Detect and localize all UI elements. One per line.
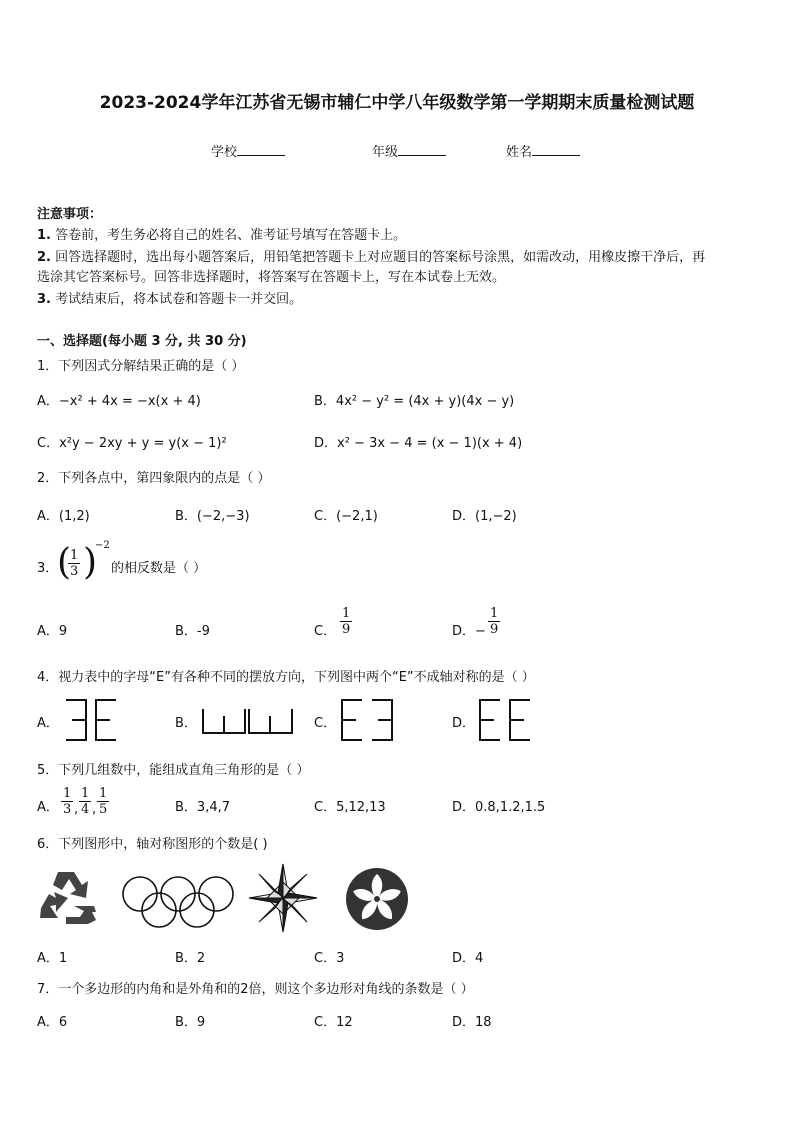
school-label: 学校 bbox=[211, 145, 238, 160]
page-title: 2023-2024学年江苏省无锡市辅仁中学八年级数学第一学期期末质量检测试题 bbox=[99, 93, 695, 113]
fraction-denominator: 9 bbox=[342, 622, 351, 637]
question-1-option-b[interactable]: B．4x² − y² = (4x + y)(4x − y) bbox=[314, 394, 515, 409]
note-2-text-line2: 选涂其它答案标号。回答非选择题时，将答案写在答题卡上，写在本试卷上无效。 bbox=[37, 270, 506, 285]
question-3-fraction-numerator: 1 bbox=[70, 548, 79, 563]
question-2-option-c[interactable]: C．(−2,1) bbox=[314, 509, 378, 524]
note-3-number: 3. bbox=[37, 292, 51, 307]
question-3-option-d-label: D．− bbox=[452, 624, 486, 639]
note-2-number: 2. bbox=[37, 250, 51, 265]
name-blank[interactable] bbox=[532, 143, 580, 156]
question-4-figure-c bbox=[338, 697, 398, 743]
question-2-option-d[interactable]: D．(1,−2) bbox=[452, 509, 517, 524]
grade-field[interactable] bbox=[372, 141, 446, 160]
fraction-1-3 bbox=[61, 786, 73, 817]
question-4-option-c[interactable]: C． bbox=[314, 716, 337, 731]
question-6-option-c[interactable]: C．3 bbox=[314, 951, 345, 966]
fraction-1-4 bbox=[79, 786, 91, 817]
question-7-option-a[interactable]: A．6 bbox=[37, 1015, 68, 1030]
question-4-option-a[interactable]: A． bbox=[37, 716, 59, 731]
question-2-option-a[interactable]: A．(1,2) bbox=[37, 509, 90, 524]
question-7-stem: 7．一个多边形的内角和是外角和的2倍，则这个多边形对角线的条数是（ ） bbox=[37, 982, 474, 997]
note-1 bbox=[37, 224, 406, 243]
grade-blank[interactable] bbox=[398, 143, 446, 156]
question-6-stem: 6．下列图形中，轴对称图形的个数是( ) bbox=[37, 837, 268, 852]
question-2-option-b[interactable]: B．(−2,−3) bbox=[175, 509, 250, 524]
question-7-option-c[interactable]: C．12 bbox=[314, 1015, 353, 1030]
question-4-figure-b bbox=[200, 706, 296, 736]
section-heading: 一、选择题(每小题 3 分, 共 30 分) bbox=[37, 334, 247, 349]
question-3-option-d-fraction bbox=[488, 606, 500, 637]
question-1-stem: 1．下列因式分解结果正确的是（ ） bbox=[37, 359, 245, 374]
question-6-option-d[interactable]: D．4 bbox=[452, 951, 484, 966]
right-paren: ) bbox=[83, 542, 98, 583]
bauhinia-emblem-icon bbox=[344, 866, 410, 932]
notes-heading: 注意事项： bbox=[37, 207, 103, 222]
fraction-numerator: 1 bbox=[342, 606, 351, 621]
question-5-stem: 5．下列几组数中，能组成直角三角形的是（ ） bbox=[37, 763, 310, 778]
fraction-denominator: 5 bbox=[99, 802, 108, 817]
question-3-option-b[interactable]: B．-9 bbox=[175, 624, 210, 639]
school-blank[interactable] bbox=[237, 143, 285, 156]
name-label: 姓名 bbox=[506, 145, 533, 160]
question-3-tail: 的相反数是（ ） bbox=[111, 561, 207, 576]
fraction-numerator: 1 bbox=[63, 786, 72, 801]
question-3-option-c-label: C． bbox=[314, 624, 337, 639]
compass-star-icon bbox=[247, 862, 319, 934]
question-7-option-d[interactable]: D．18 bbox=[452, 1015, 492, 1030]
question-5-option-b[interactable]: B．3,4,7 bbox=[175, 800, 230, 815]
question-1-option-a[interactable]: A．−x² + 4x = −x(x + 4) bbox=[37, 394, 201, 409]
note-1-text: 答卷前，考生务必将自己的姓名、准考证号填写在答题卡上。 bbox=[55, 228, 407, 243]
question-3-number: 3． bbox=[37, 561, 59, 576]
question-5-option-a-label: A． bbox=[37, 800, 59, 815]
left-paren: ( bbox=[57, 542, 72, 583]
name-field[interactable] bbox=[506, 141, 580, 160]
recycle-icon bbox=[36, 868, 98, 928]
question-3-option-a[interactable]: A．9 bbox=[37, 624, 68, 639]
note-2 bbox=[37, 246, 705, 265]
question-3-fraction-denominator: 3 bbox=[70, 564, 79, 579]
question-5-option-d[interactable]: D．0.8,1.2,1.5 bbox=[452, 800, 546, 815]
question-4-option-b[interactable]: B． bbox=[175, 716, 197, 731]
five-rings-icon bbox=[120, 874, 238, 934]
fraction-numerator: 1 bbox=[81, 786, 90, 801]
question-4-figure-a bbox=[62, 697, 122, 743]
question-1-option-c[interactable]: C．x²y − 2xy + y = y(x − 1)² bbox=[37, 436, 227, 451]
question-2-stem: 2．下列各点中，第四象限内的点是（ ） bbox=[37, 471, 271, 486]
question-6-option-b[interactable]: B．2 bbox=[175, 951, 206, 966]
question-3-option-c-fraction bbox=[340, 606, 352, 637]
fraction-1-5 bbox=[97, 786, 109, 817]
note-3 bbox=[37, 288, 302, 307]
question-4-option-d[interactable]: D． bbox=[452, 716, 476, 731]
school-field[interactable] bbox=[211, 141, 285, 160]
question-5-option-c[interactable]: C．5,12,13 bbox=[314, 800, 386, 815]
question-6-option-a[interactable]: A．1 bbox=[37, 951, 68, 966]
fraction-denominator: 3 bbox=[63, 802, 72, 817]
fraction-denominator: 4 bbox=[81, 802, 90, 817]
note-3-text: 考试结束后，将本试卷和答题卡一并交回。 bbox=[55, 292, 303, 307]
comma: , bbox=[92, 802, 97, 817]
question-4-figure-d bbox=[476, 697, 536, 743]
fraction-denominator: 9 bbox=[490, 622, 499, 637]
question-5-option-a[interactable] bbox=[37, 784, 137, 824]
fraction-numerator: 1 bbox=[490, 606, 499, 621]
question-3-fraction bbox=[68, 548, 80, 579]
note-1-number: 1. bbox=[37, 228, 51, 243]
grade-label: 年级 bbox=[372, 145, 399, 160]
question-3-exponent: −2 bbox=[95, 540, 110, 551]
note-2-text-line1: 回答选择题时，选出每小题答案后，用铅笔把答题卡上对应题目的答案标号涂黑，如需改动，用橡皮擦干净后，再 bbox=[55, 250, 706, 265]
question-4-stem: 4．视力表中的字母“E”有各种不同的摆放方向，下列图中两个“E”不成轴对称的是（ ） bbox=[37, 670, 535, 685]
fraction-numerator: 1 bbox=[99, 786, 108, 801]
question-7-option-b[interactable]: B．9 bbox=[175, 1015, 206, 1030]
question-1-option-d[interactable]: D．x² − 3x − 4 = (x − 1)(x + 4) bbox=[314, 436, 523, 451]
comma: , bbox=[74, 802, 79, 817]
